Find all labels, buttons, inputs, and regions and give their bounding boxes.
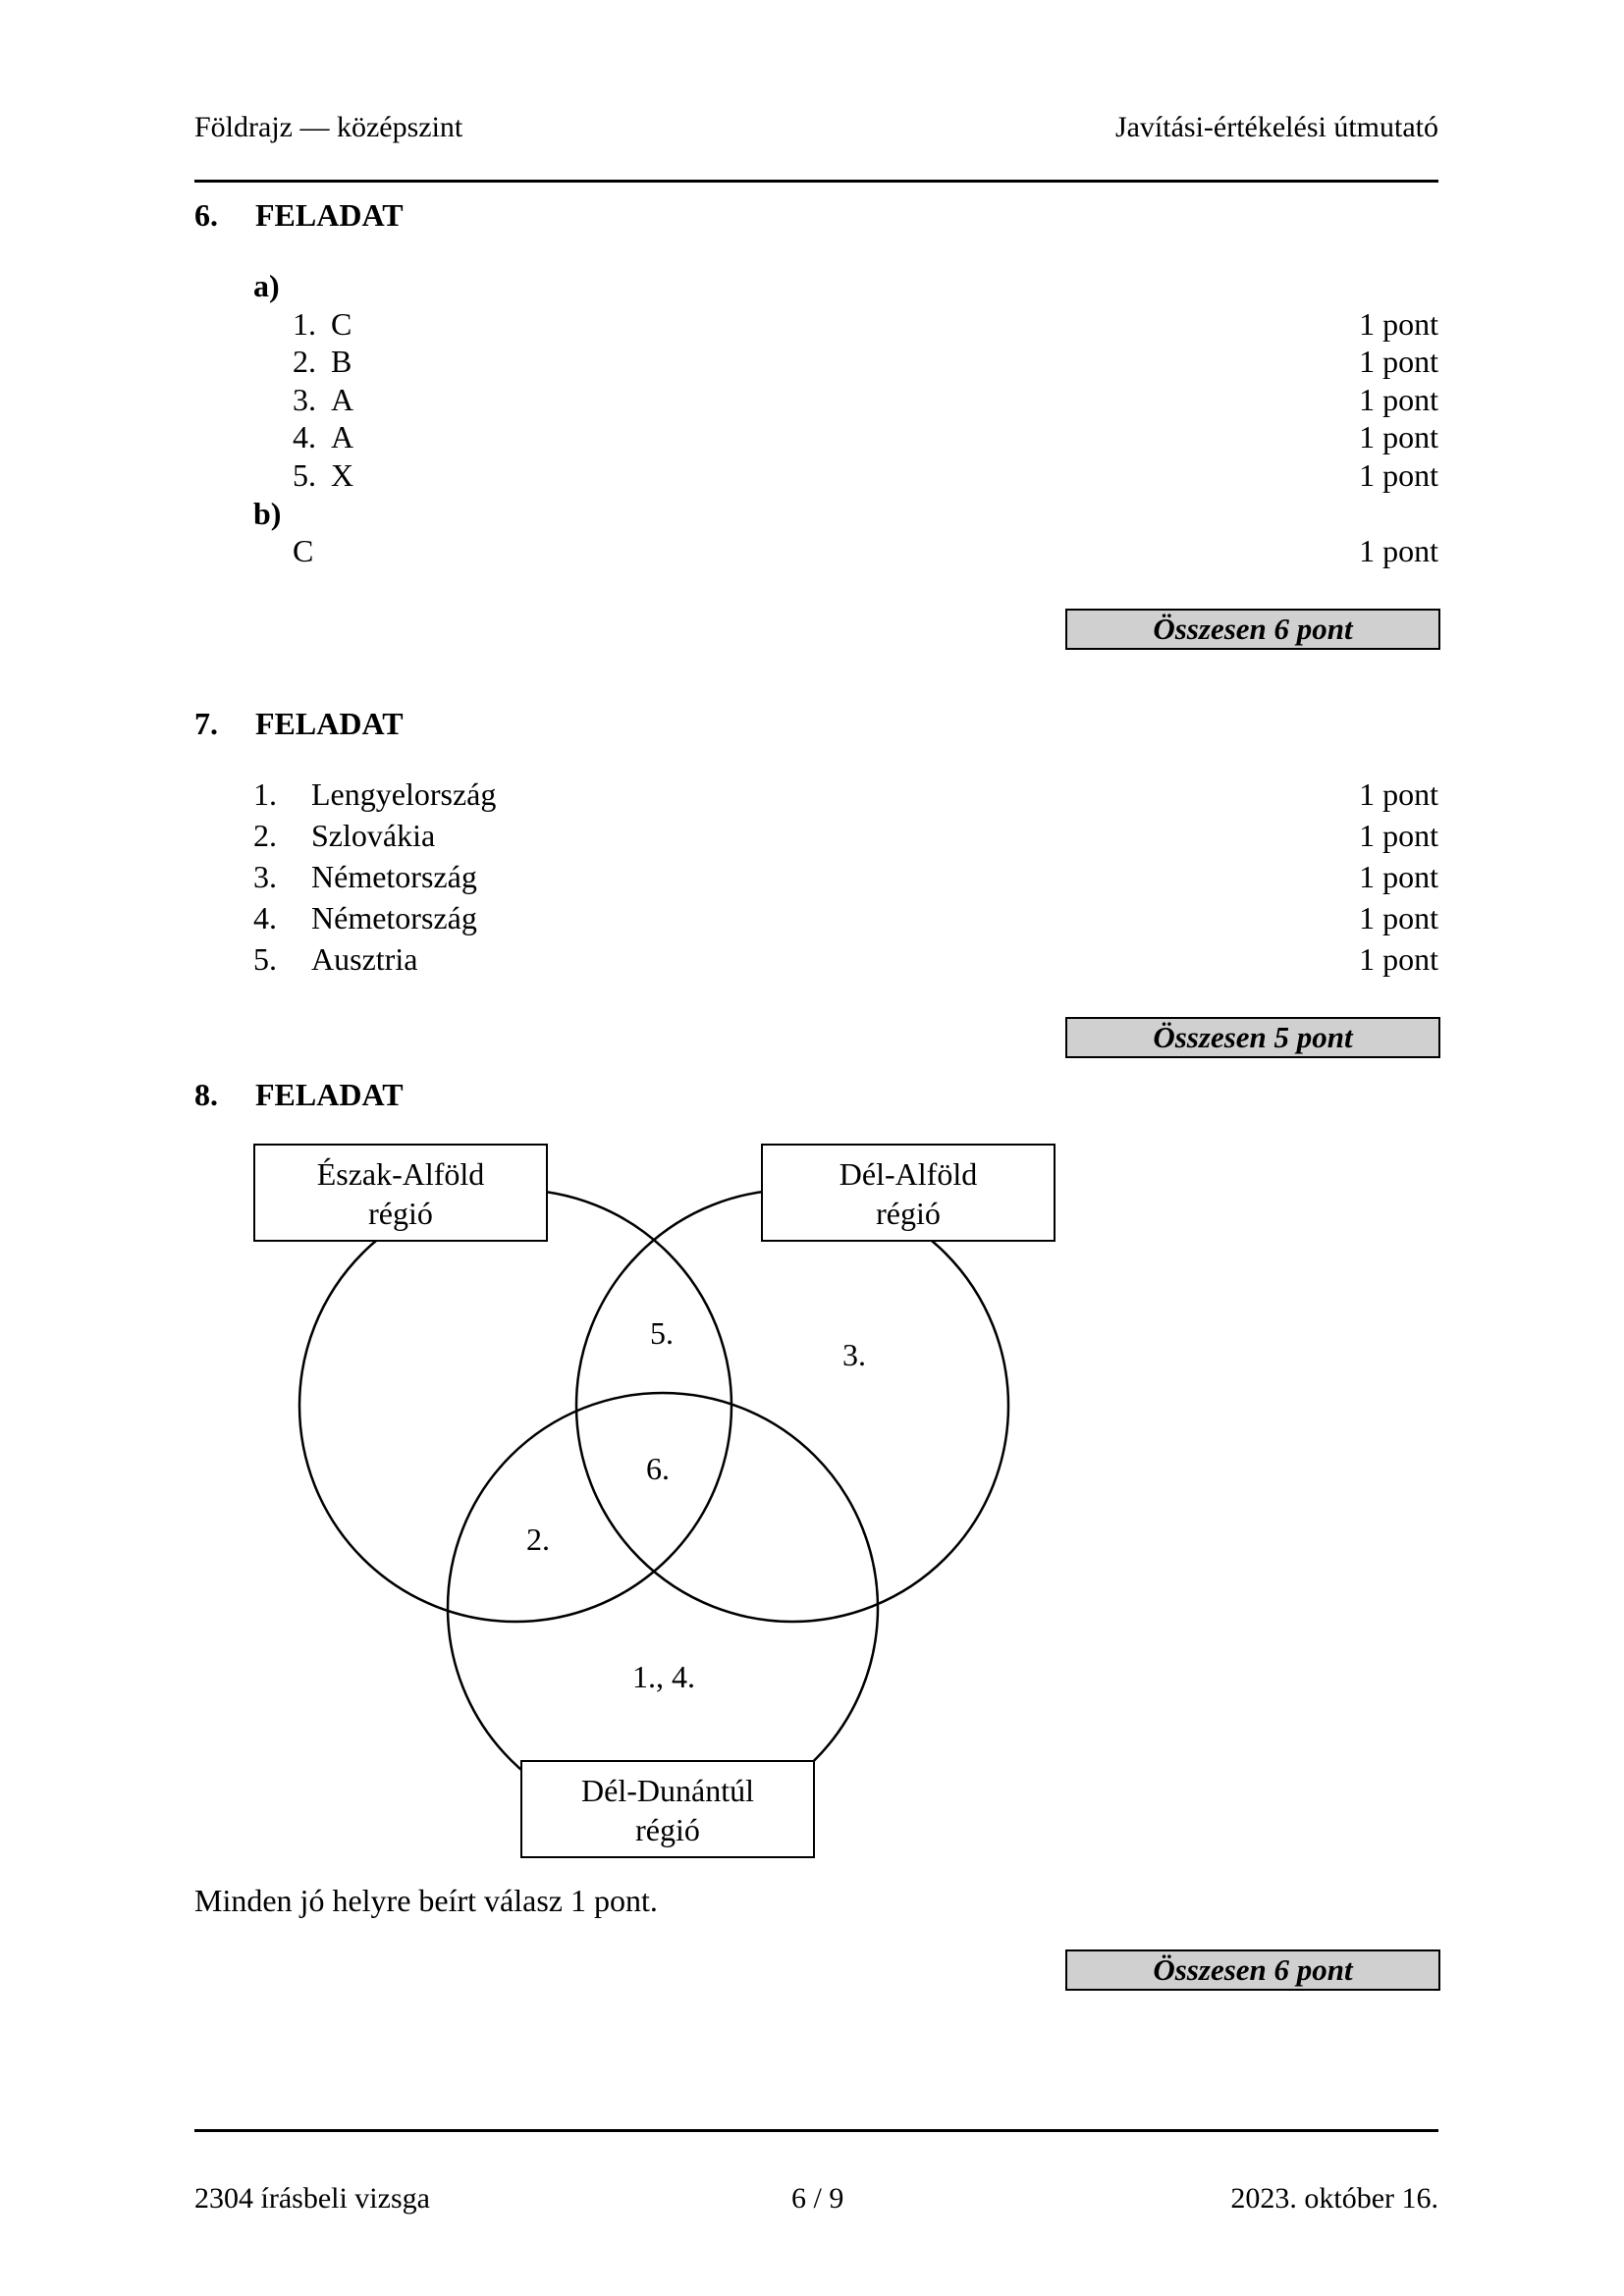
venn-region-north-alfold-dunantul: 2. — [526, 1522, 550, 1557]
task-6-total-box: Összesen 6 pont — [1065, 609, 1440, 650]
task-6a-item-points: 1 pont — [1359, 382, 1438, 417]
venn-label-south-alfold — [761, 1144, 1056, 1242]
venn-circle-north-alfold — [299, 1190, 731, 1622]
task-7-item-num: 3. — [253, 859, 277, 894]
task-6-part-a-label: a) — [253, 268, 280, 303]
task-6a-item-answer: C — [331, 306, 352, 342]
footer-page-number: 6 / 9 — [791, 2182, 844, 2215]
task-7-item-points: 1 pont — [1359, 818, 1438, 853]
venn-label-line1: Dél-Dunántúl — [581, 1773, 754, 1808]
task-7-item-num: 2. — [253, 818, 277, 853]
task-6-title: FELADAT — [255, 197, 404, 233]
venn-label-line2: régió — [876, 1196, 941, 1231]
task-7-title: FELADAT — [255, 706, 404, 741]
footer-exam-code: 2304 írásbeli vizsga — [194, 2182, 430, 2215]
task-8-total-box: Összesen 6 pont — [1065, 1949, 1440, 1991]
task-7-item-num: 5. — [253, 941, 277, 977]
venn-label-line2: régió — [635, 1812, 700, 1847]
task-6a-item-answer: A — [331, 382, 354, 417]
task-7-number: 7. — [194, 706, 218, 741]
task-7-item-points: 1 pont — [1359, 776, 1438, 812]
venn-label-line1: Dél-Alföld — [839, 1156, 978, 1192]
task-7-item-points: 1 pont — [1359, 941, 1438, 977]
task-6a-item-num: 3. — [293, 382, 316, 417]
task-6a-item-points: 1 pont — [1359, 419, 1438, 454]
task-7-item-answer: Németország — [311, 900, 477, 935]
task-6a-item-num: 4. — [293, 419, 316, 454]
task-6a-item-answer: B — [331, 344, 352, 379]
task-7-item-points: 1 pont — [1359, 900, 1438, 935]
venn-label-line1: Észak-Alföld — [316, 1156, 485, 1192]
task-7-item-num: 1. — [253, 776, 277, 812]
header-doc-type: Javítási-értékelési útmutató — [1114, 111, 1438, 143]
venn-region-center-all: 6. — [646, 1451, 670, 1486]
task-8-number: 8. — [194, 1077, 218, 1112]
header-subject: Földrajz — középszint — [194, 111, 463, 143]
task-6b-points: 1 pont — [1359, 533, 1438, 568]
task-6a-item-points: 1 pont — [1359, 457, 1438, 493]
task-6a-item-num: 1. — [293, 306, 316, 342]
task-7-item-num: 4. — [253, 900, 277, 935]
task-6a-item-num: 2. — [293, 344, 316, 379]
footer-rule — [194, 2129, 1438, 2132]
task-6-part-b-label: b) — [253, 496, 282, 531]
task-6a-item-points: 1 pont — [1359, 344, 1438, 379]
venn-label-south-dunantul — [520, 1760, 815, 1858]
venn-region-dunantul-only: 1., 4. — [632, 1659, 695, 1694]
venn-region-south-alfold-only: 3. — [842, 1337, 866, 1372]
task-6-number: 6. — [194, 197, 218, 233]
footer-date: 2023. október 16. — [1230, 2182, 1438, 2215]
task-7-item-answer: Ausztria — [311, 941, 418, 977]
venn-region-north-south-alfold: 5. — [650, 1315, 674, 1351]
task-7-total-box: Összesen 5 pont — [1065, 1017, 1440, 1058]
task-6a-item-points: 1 pont — [1359, 306, 1438, 342]
task-6a-item-num: 5. — [293, 457, 316, 493]
task-6a-item-answer: X — [331, 457, 354, 493]
venn-circle-south-alfold — [576, 1190, 1008, 1622]
task-7-item-points: 1 pont — [1359, 859, 1438, 894]
task-7-item-answer: Szlovákia — [311, 818, 436, 853]
task-8-title: FELADAT — [255, 1077, 404, 1112]
task-7-item-answer: Lengyelország — [311, 776, 497, 812]
task-8-scoring-note: Minden jó helyre beírt válasz 1 pont. — [194, 1883, 658, 1918]
venn-label-line2: régió — [368, 1196, 433, 1231]
venn-label-north-alfold — [253, 1144, 548, 1242]
task-6a-item-answer: A — [331, 419, 354, 454]
task-6b-answer: C — [293, 533, 314, 568]
task-7-item-answer: Németország — [311, 859, 477, 894]
